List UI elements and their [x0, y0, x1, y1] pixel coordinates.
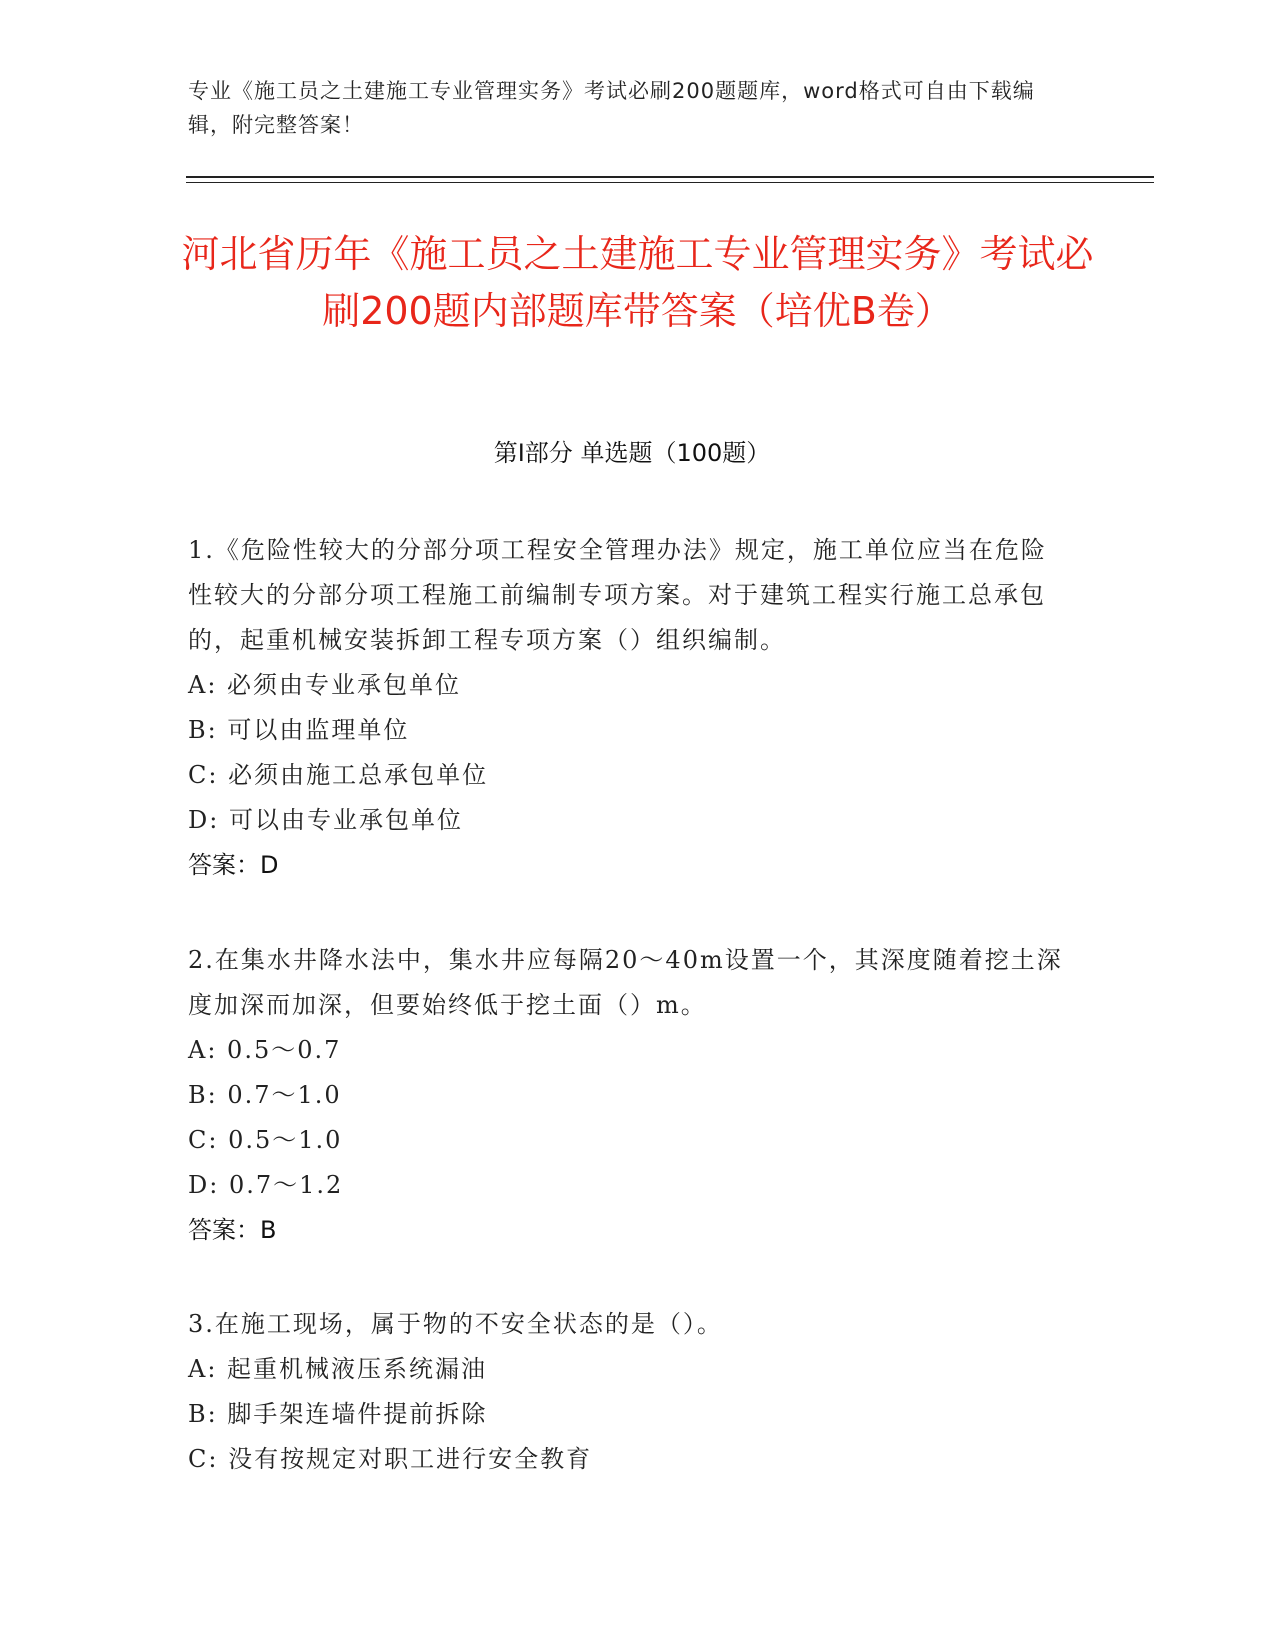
- option-a: A: 0.5～0.7: [188, 1036, 342, 1064]
- answer: 答案：B: [188, 1216, 277, 1244]
- section-title: 第Ⅰ部分 单选题（100题）: [493, 439, 771, 467]
- header-divider-thin: [186, 182, 1154, 183]
- option-a: A: 必须由专业承包单位: [188, 671, 462, 699]
- document-title: 河北省历年《施工员之土建施工专业管理实务》考试必刷200题内部题库带答案（培优B卷）: [181, 232, 1094, 333]
- question-1: [188, 528, 1068, 888]
- option-c: C: 0.5～1.0: [188, 1126, 343, 1154]
- question-stem: 2.在集水井降水法中，集水井应每隔20～40m设置一个，其深度随着挖土深度加深而加深，但要始终低于挖土面（）m。: [188, 946, 1063, 1019]
- option-b: B: 0.7～1.0: [188, 1081, 342, 1109]
- option-b: B: 可以由监理单位: [188, 716, 410, 744]
- option-b: B: 脚手架连墙件提前拆除: [188, 1400, 488, 1428]
- question-3: [188, 1302, 1068, 1482]
- option-d: D: 0.7～1.2: [188, 1171, 344, 1199]
- question-stem: 3.在施工现场，属于物的不安全状态的是（）。: [188, 1310, 723, 1338]
- option-c: C: 没有按规定对职工进行安全教育: [188, 1445, 593, 1473]
- question-2: [188, 938, 1068, 1253]
- option-d: D: 可以由专业承包单位: [188, 806, 463, 834]
- option-c: C: 必须由施工总承包单位: [188, 761, 489, 789]
- question-stem: 1.《危险性较大的分部分项工程安全管理办法》规定，施工单位应当在危险性较大的分部分项工程施工前编制专项方案。对于建筑工程实行施工总承包的，起重机械安装拆卸工程专项方案（）组织编制。: [188, 536, 1047, 654]
- option-a: A: 起重机械液压系统漏油: [188, 1355, 488, 1383]
- header-intro: 专业《施工员之土建施工专业管理实务》考试必刷200题题库，word格式可自由下载编辑，附完整答案！: [188, 79, 1035, 137]
- header-divider-thick: [186, 176, 1154, 178]
- answer: 答案：D: [188, 851, 279, 879]
